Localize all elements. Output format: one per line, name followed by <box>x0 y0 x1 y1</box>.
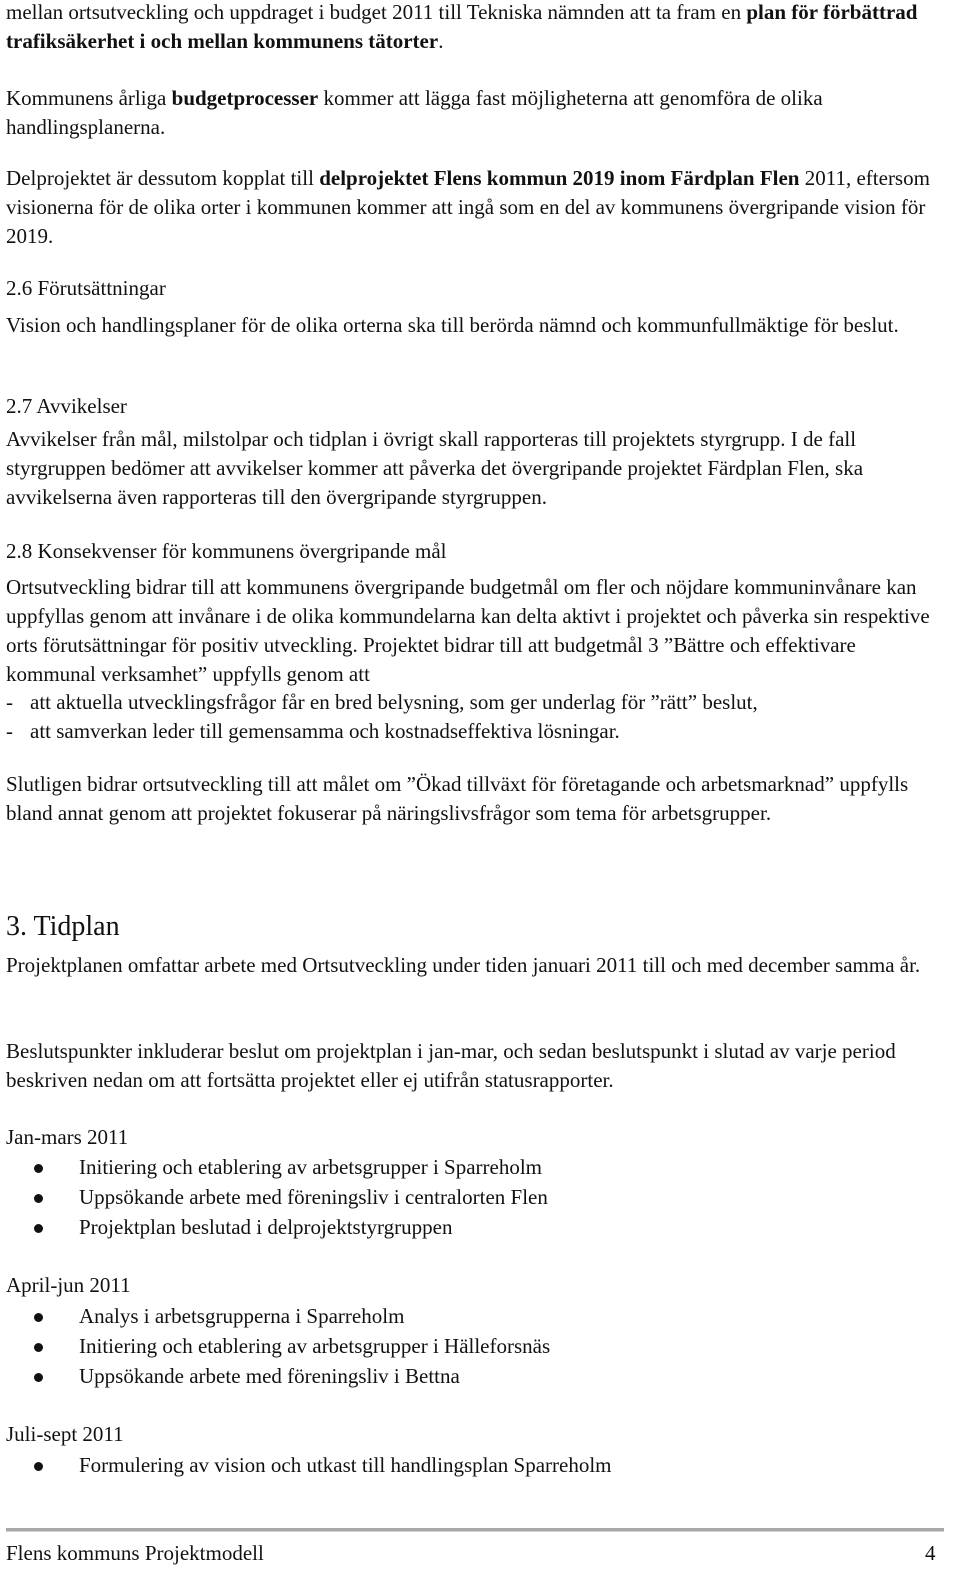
list-item: Analys i arbetsgrupperna i Sparreholm <box>6 1302 550 1332</box>
list-item: Uppsökande arbete med föreningsliv i Bettna <box>6 1362 550 1392</box>
bullet-icon <box>34 1313 43 1322</box>
heading-avvikelser: 2.7 Avvikelser <box>6 394 127 418</box>
period-list <box>6 1451 612 1481</box>
footer-title: Flens kommuns Projektmodell <box>6 1541 264 1565</box>
paragraph-budget-plan: mellan ortsutveckling och uppdraget i budget 2011 till Tekniska nämnden att ta fram en plan för förbättrad trafiksäkerhet i och mellan kommunens tätorter. <box>6 0 918 53</box>
dash-item: - att samverkan leder till gemensamma och kostnadseffektiva lösningar. <box>6 719 620 743</box>
period-list <box>6 1153 548 1243</box>
heading-konsekvenser: 2.8 Konsekvenser för kommunens övergripande mål <box>6 539 447 563</box>
bullet-icon <box>34 1164 43 1173</box>
dash-item: - att aktuella utvecklingsfrågor får en bred belysning, som ger underlag för ”rätt” beslut, <box>6 690 758 714</box>
list-item: Initiering och etablering av arbetsgrupper i Hälleforsnäs <box>6 1332 550 1362</box>
paragraph-tidplan-scope: Projektplanen omfattar arbete med Ortsutveckling under tiden januari 2011 till och med december samma år. <box>6 953 921 977</box>
paragraph-beslutspunkter: Beslutspunkter inkluderar beslut om projektplan i jan-mar, och sedan beslutspunkt i slutad av varje period beskriven nedan om att fortsätta projektet eller ej utifrån statusrapporter. <box>6 1039 896 1092</box>
paragraph-konsekvenser: Ortsutveckling bidrar till att kommunens övergripande budgetmål om fler och nöjdare kommuninvånare kan uppfyllas genom att invånare i de olika kommundelarna kan delta aktivt i projektet och påverka sin respektive orts förutsättningar för positiv utveckling. Projektet bidrar till att budgetmål 3 ”Bättre och effektivare kommunal verksamhet” uppfylls genom att <box>6 575 930 686</box>
heading-forutsattningar: 2.6 Förutsättningar <box>6 276 166 300</box>
paragraph-forutsattningar: Vision och handlingsplaner för de olika orterna ska till berörda nämnd och kommunfullmäktige för beslut. <box>6 313 899 337</box>
paragraph-avvikelser: Avvikelser från mål, milstolpar och tidplan i övrigt skall rapporteras till projektets styrgrupp. I de fall styrgruppen bedömer att avvikelser kommer att påverka det övergripande projektet Färdplan Flen, ska avvikelserna även rapporteras till den övergripande styrgruppen. <box>6 427 864 509</box>
page-number: 4 <box>925 1541 936 1565</box>
bullet-icon <box>34 1343 43 1352</box>
list-item: Projektplan beslutad i delprojektstyrgruppen <box>6 1213 548 1243</box>
period-label: Jan-mars 2011 <box>6 1125 129 1149</box>
bullet-icon <box>34 1462 43 1471</box>
period-label: Juli-sept 2011 <box>6 1422 124 1446</box>
list-item: Uppsökande arbete med föreningsliv i centralorten Flen <box>6 1183 548 1213</box>
bullet-icon <box>34 1373 43 1382</box>
heading-tidplan: 3. Tidplan <box>6 911 120 942</box>
paragraph-tillvaxt: Slutligen bidrar ortsutveckling till att målet om ”Ökad tillväxt för företagande och arbetsmarknad” uppfylls bland annat genom att projektet fokuserar på näringslivsfrågor som tema för arbetsgrupper. <box>6 772 909 825</box>
paragraph-delprojekt-link: Delprojektet är dessutom kopplat till delprojektet Flens kommun 2019 inom Färdplan Flen 2011, eftersom visionerna för de olika orter i kommunen kommer att ingå som en del av kommunens övergripande vision för 2019. <box>6 166 930 248</box>
paragraph-budgetprocesser: Kommunens årliga budgetprocesser kommer att lägga fast möjligheterna att genomföra de olika handlingsplanerna. <box>6 86 823 139</box>
bullet-icon <box>34 1224 43 1233</box>
list-item: Formulering av vision och utkast till handlingsplan Sparreholm <box>6 1451 612 1481</box>
period-list <box>6 1302 550 1392</box>
list-item: Initiering och etablering av arbetsgrupper i Sparreholm <box>6 1153 548 1183</box>
period-label: April-jun 2011 <box>6 1273 131 1297</box>
footer-divider <box>6 1528 944 1532</box>
bullet-icon <box>34 1194 43 1203</box>
